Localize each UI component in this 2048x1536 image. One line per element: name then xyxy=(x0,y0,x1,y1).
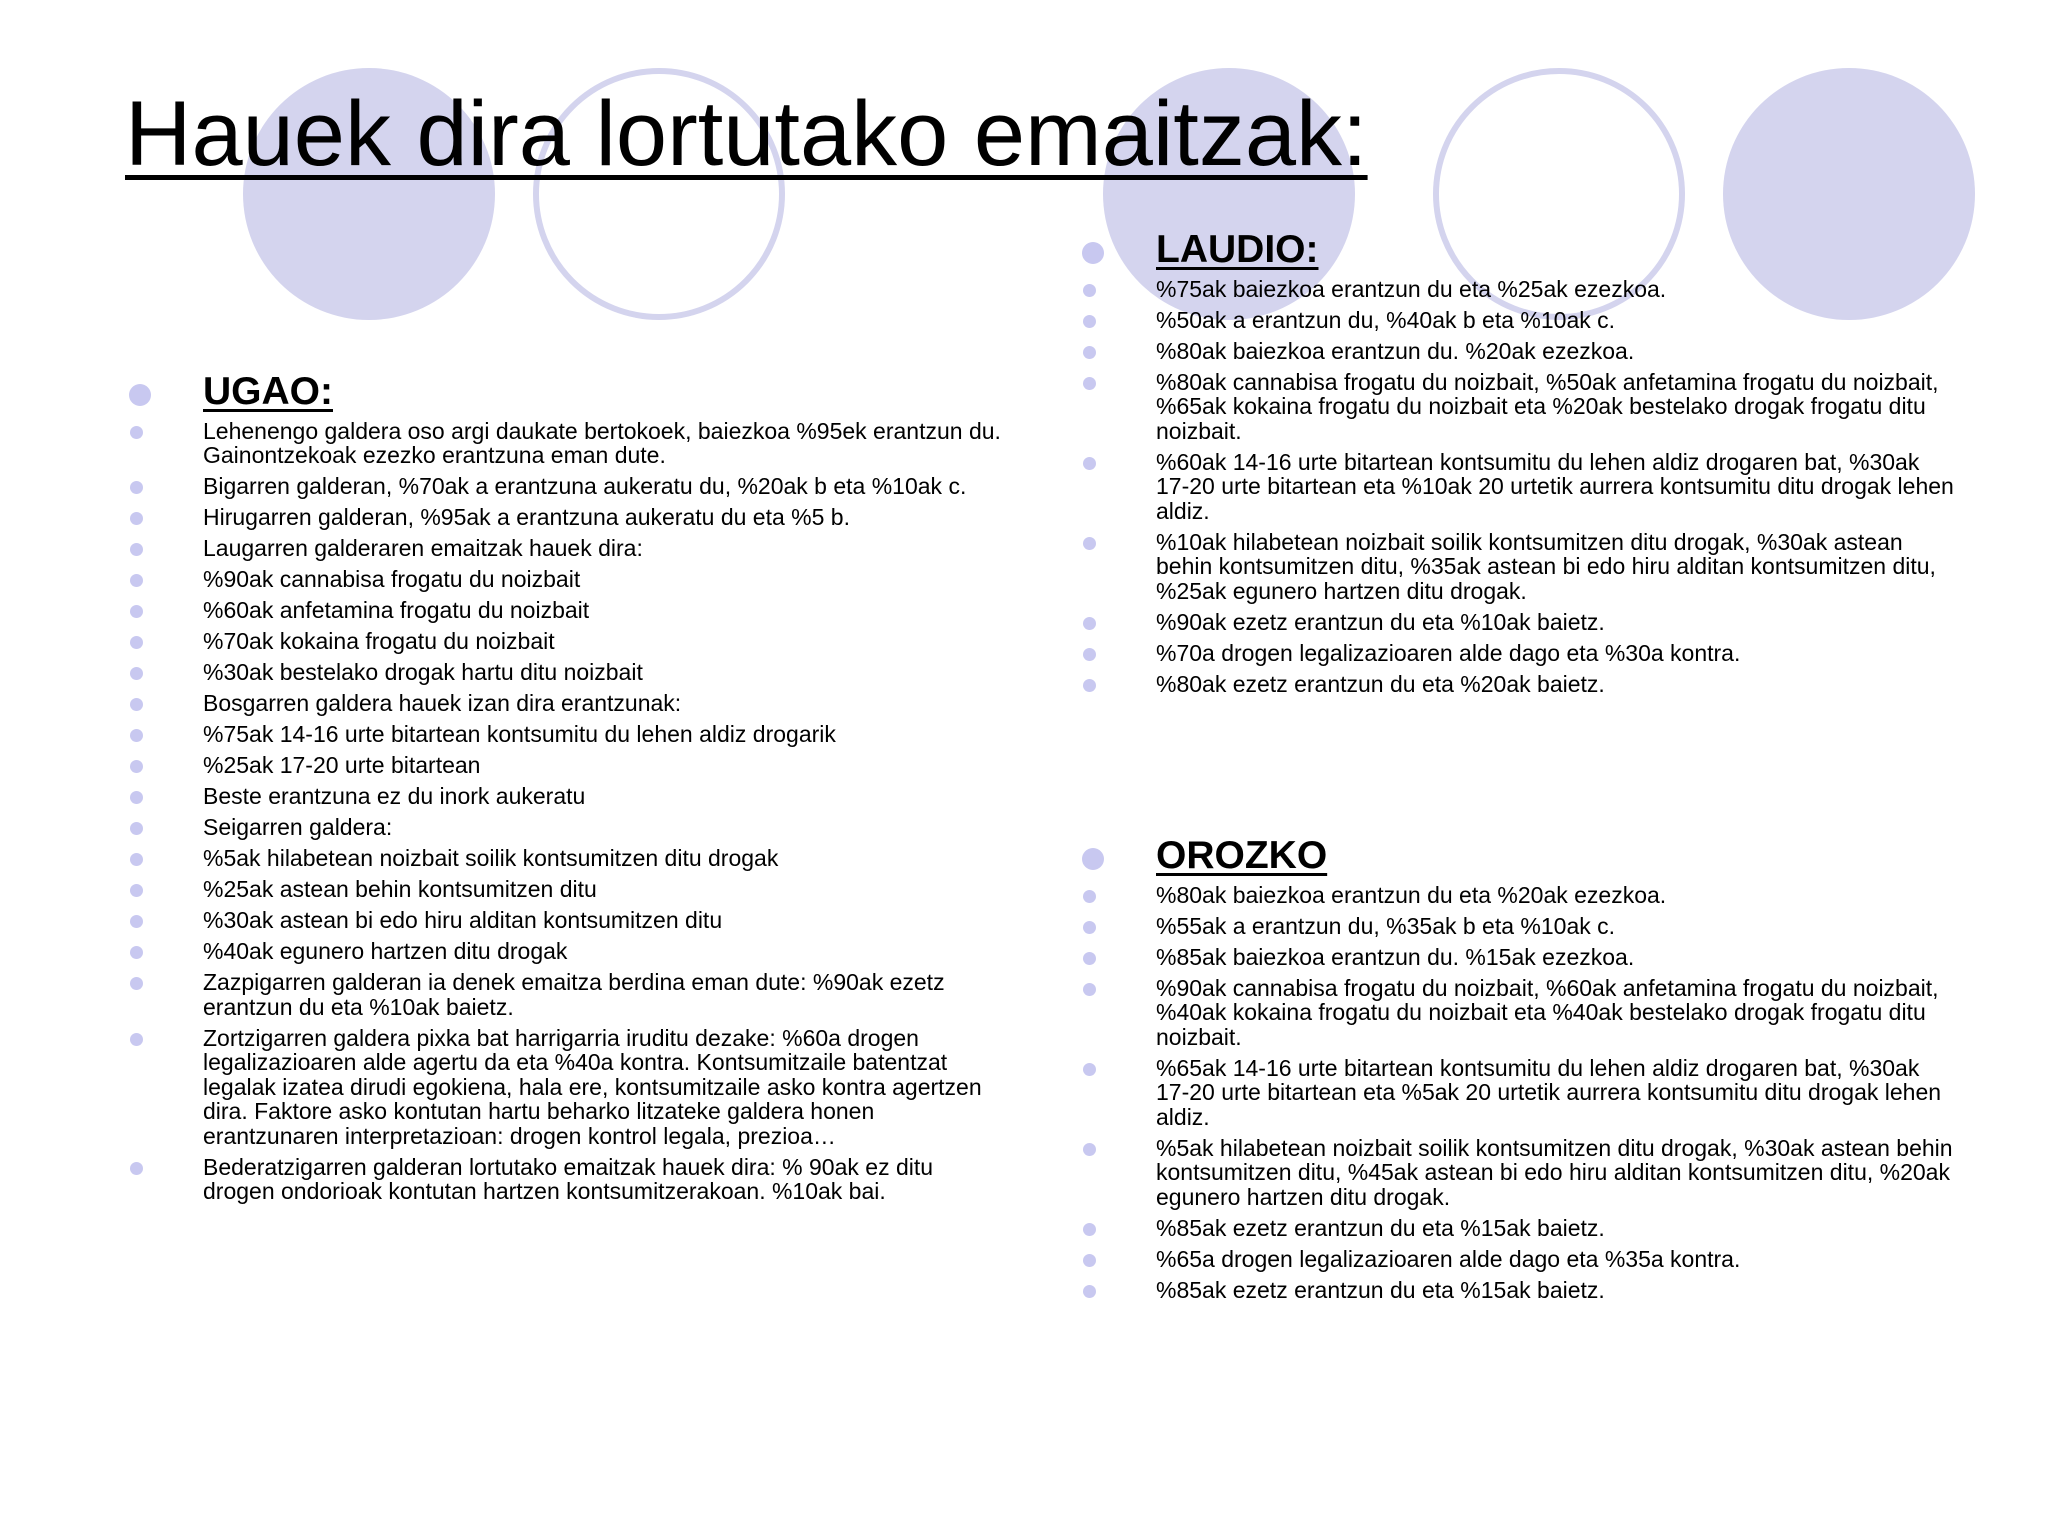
list-item: %75ak baiezkoa erantzun du eta %25ak ezezkoa. xyxy=(1078,277,1958,302)
list-item: %80ak baiezkoa erantzun du eta %20ak ezezkoa. xyxy=(1078,883,1958,908)
list-item: %70ak kokaina frogatu du noizbait xyxy=(125,629,1005,654)
list-item: Laugarren galderaren emaitzak hauek dira: xyxy=(125,536,1005,561)
list-item: %25ak astean behin kontsumitzen ditu xyxy=(125,877,1005,902)
list-item: Bosgarren galdera hauek izan dira erantzunak: xyxy=(125,691,1005,716)
list-item: %75ak 14-16 urte bitartean kontsumitu du lehen aldiz drogarik xyxy=(125,722,1005,747)
ugao-heading: UGAO: xyxy=(125,368,1005,417)
list-item: %30ak bestelako drogak hartu ditu noizbait xyxy=(125,660,1005,685)
ugao-section xyxy=(125,368,1005,1210)
list-item: %10ak hilabetean noizbait soilik kontsumitzen ditu drogak, %30ak astean behin kontsumitzen ditu, %35ak astean bi edo hiru alditan kontsumitzen ditu, %25ak egunero hartzen ditu drogak. xyxy=(1078,530,1958,604)
list-item: %30ak astean bi edo hiru alditan kontsumitzen ditu xyxy=(125,908,1005,933)
list-item: %90ak cannabisa frogatu du noizbait, %60ak anfetamina frogatu du noizbait, %40ak kokaina frogatu du noizbait eta %40ak bestelako drogak frogatu ditu noizbait. xyxy=(1078,976,1958,1050)
list-item: %40ak egunero hartzen ditu drogak xyxy=(125,939,1005,964)
list-item: %90ak cannabisa frogatu du noizbait xyxy=(125,567,1005,592)
list-item: %85ak baiezkoa erantzun du. %15ak ezezkoa. xyxy=(1078,945,1958,970)
list-item: Lehenengo galdera oso argi daukate bertokoek, baiezkoa %95ek erantzun du. Gainontzekoak ezezko erantzuna eman dute. xyxy=(125,419,1005,468)
list-item: %80ak cannabisa frogatu du noizbait, %50ak anfetamina frogatu du noizbait, %65ak kokaina frogatu du noizbait eta %20ak bestelako drogak frogatu ditu noizbait. xyxy=(1078,370,1958,444)
list-item: %85ak ezetz erantzun du eta %15ak baietz. xyxy=(1078,1216,1958,1241)
laudio-list xyxy=(1078,277,1958,697)
list-item: %50ak a erantzun du, %40ak b eta %10ak c. xyxy=(1078,308,1958,333)
list-item: Zortzigarren galdera pixka bat harrigarria iruditu dezake: %60a drogen legalizazioaren alde agertu da eta %40a kontra. Kontsumitzaile batentzat legalak izatea dirudi egokiena, hala ere, kontsumitzaile asko kontra agertzen dira. Faktore asko kontutan hartu beharko litzateke galdera honen erantzunaren interpretazioan: drogen kontrol legala, prezioa… xyxy=(125,1026,1005,1149)
ugao-list xyxy=(125,419,1005,1204)
page-title: Hauek dira lortutako emaitzak: xyxy=(125,83,1368,185)
list-item: Bederatzigarren galderan lortutako emaitzak hauek dira: % 90ak ez ditu drogen ondorioak kontutan hartzen kontsumitzerakoan. %10ak bai. xyxy=(125,1155,1005,1204)
list-item: Bigarren galderan, %70ak a erantzuna aukeratu du, %20ak b eta %10ak c. xyxy=(125,474,1005,499)
orozko-heading: OROZKO xyxy=(1078,832,1958,881)
list-item: %80ak baiezkoa erantzun du. %20ak ezezkoa. xyxy=(1078,339,1958,364)
list-item: %5ak hilabetean noizbait soilik kontsumitzen ditu drogak xyxy=(125,846,1005,871)
list-item: %70a drogen legalizazioaren alde dago eta %30a kontra. xyxy=(1078,641,1958,666)
list-item: %65a drogen legalizazioaren alde dago eta %35a kontra. xyxy=(1078,1247,1958,1272)
list-item: Hirugarren galderan, %95ak a erantzuna aukeratu du eta %5 b. xyxy=(125,505,1005,530)
list-item: %60ak 14-16 urte bitartean kontsumitu du lehen aldiz drogaren bat, %30ak 17-20 urte bitartean eta %10ak 20 urtetik aurrera kontsumitu ditu drogak lehen aldiz. xyxy=(1078,450,1958,524)
list-item: Seigarren galdera: xyxy=(125,815,1005,840)
laudio-heading: LAUDIO: xyxy=(1078,226,1958,275)
list-item: %85ak ezetz erantzun du eta %15ak baietz. xyxy=(1078,1278,1958,1303)
list-item: %5ak hilabetean noizbait soilik kontsumitzen ditu drogak, %30ak astean behin kontsumitzen ditu, %45ak astean bi edo hiru alditan kontsumitzen ditu, %20ak egunero hartzen ditu drogak. xyxy=(1078,1136,1958,1210)
list-item: Beste erantzuna ez du inork aukeratu xyxy=(125,784,1005,809)
list-item: %60ak anfetamina frogatu du noizbait xyxy=(125,598,1005,623)
list-item: Zazpigarren galderan ia denek emaitza berdina eman dute: %90ak ezetz erantzun du eta %10ak baietz. xyxy=(125,970,1005,1019)
orozko-section xyxy=(1078,832,1958,1309)
list-item: %90ak ezetz erantzun du eta %10ak baietz. xyxy=(1078,610,1958,635)
laudio-section xyxy=(1078,226,1958,703)
list-item: %65ak 14-16 urte bitartean kontsumitu du lehen aldiz drogaren bat, %30ak 17-20 urte bitartean eta %5ak 20 urtetik aurrera kontsumitu ditu drogak lehen aldiz. xyxy=(1078,1056,1958,1130)
list-item: %25ak 17-20 urte bitartean xyxy=(125,753,1005,778)
list-item: %80ak ezetz erantzun du eta %20ak baietz. xyxy=(1078,672,1958,697)
list-item: %55ak a erantzun du, %35ak b eta %10ak c. xyxy=(1078,914,1958,939)
orozko-list xyxy=(1078,883,1958,1303)
